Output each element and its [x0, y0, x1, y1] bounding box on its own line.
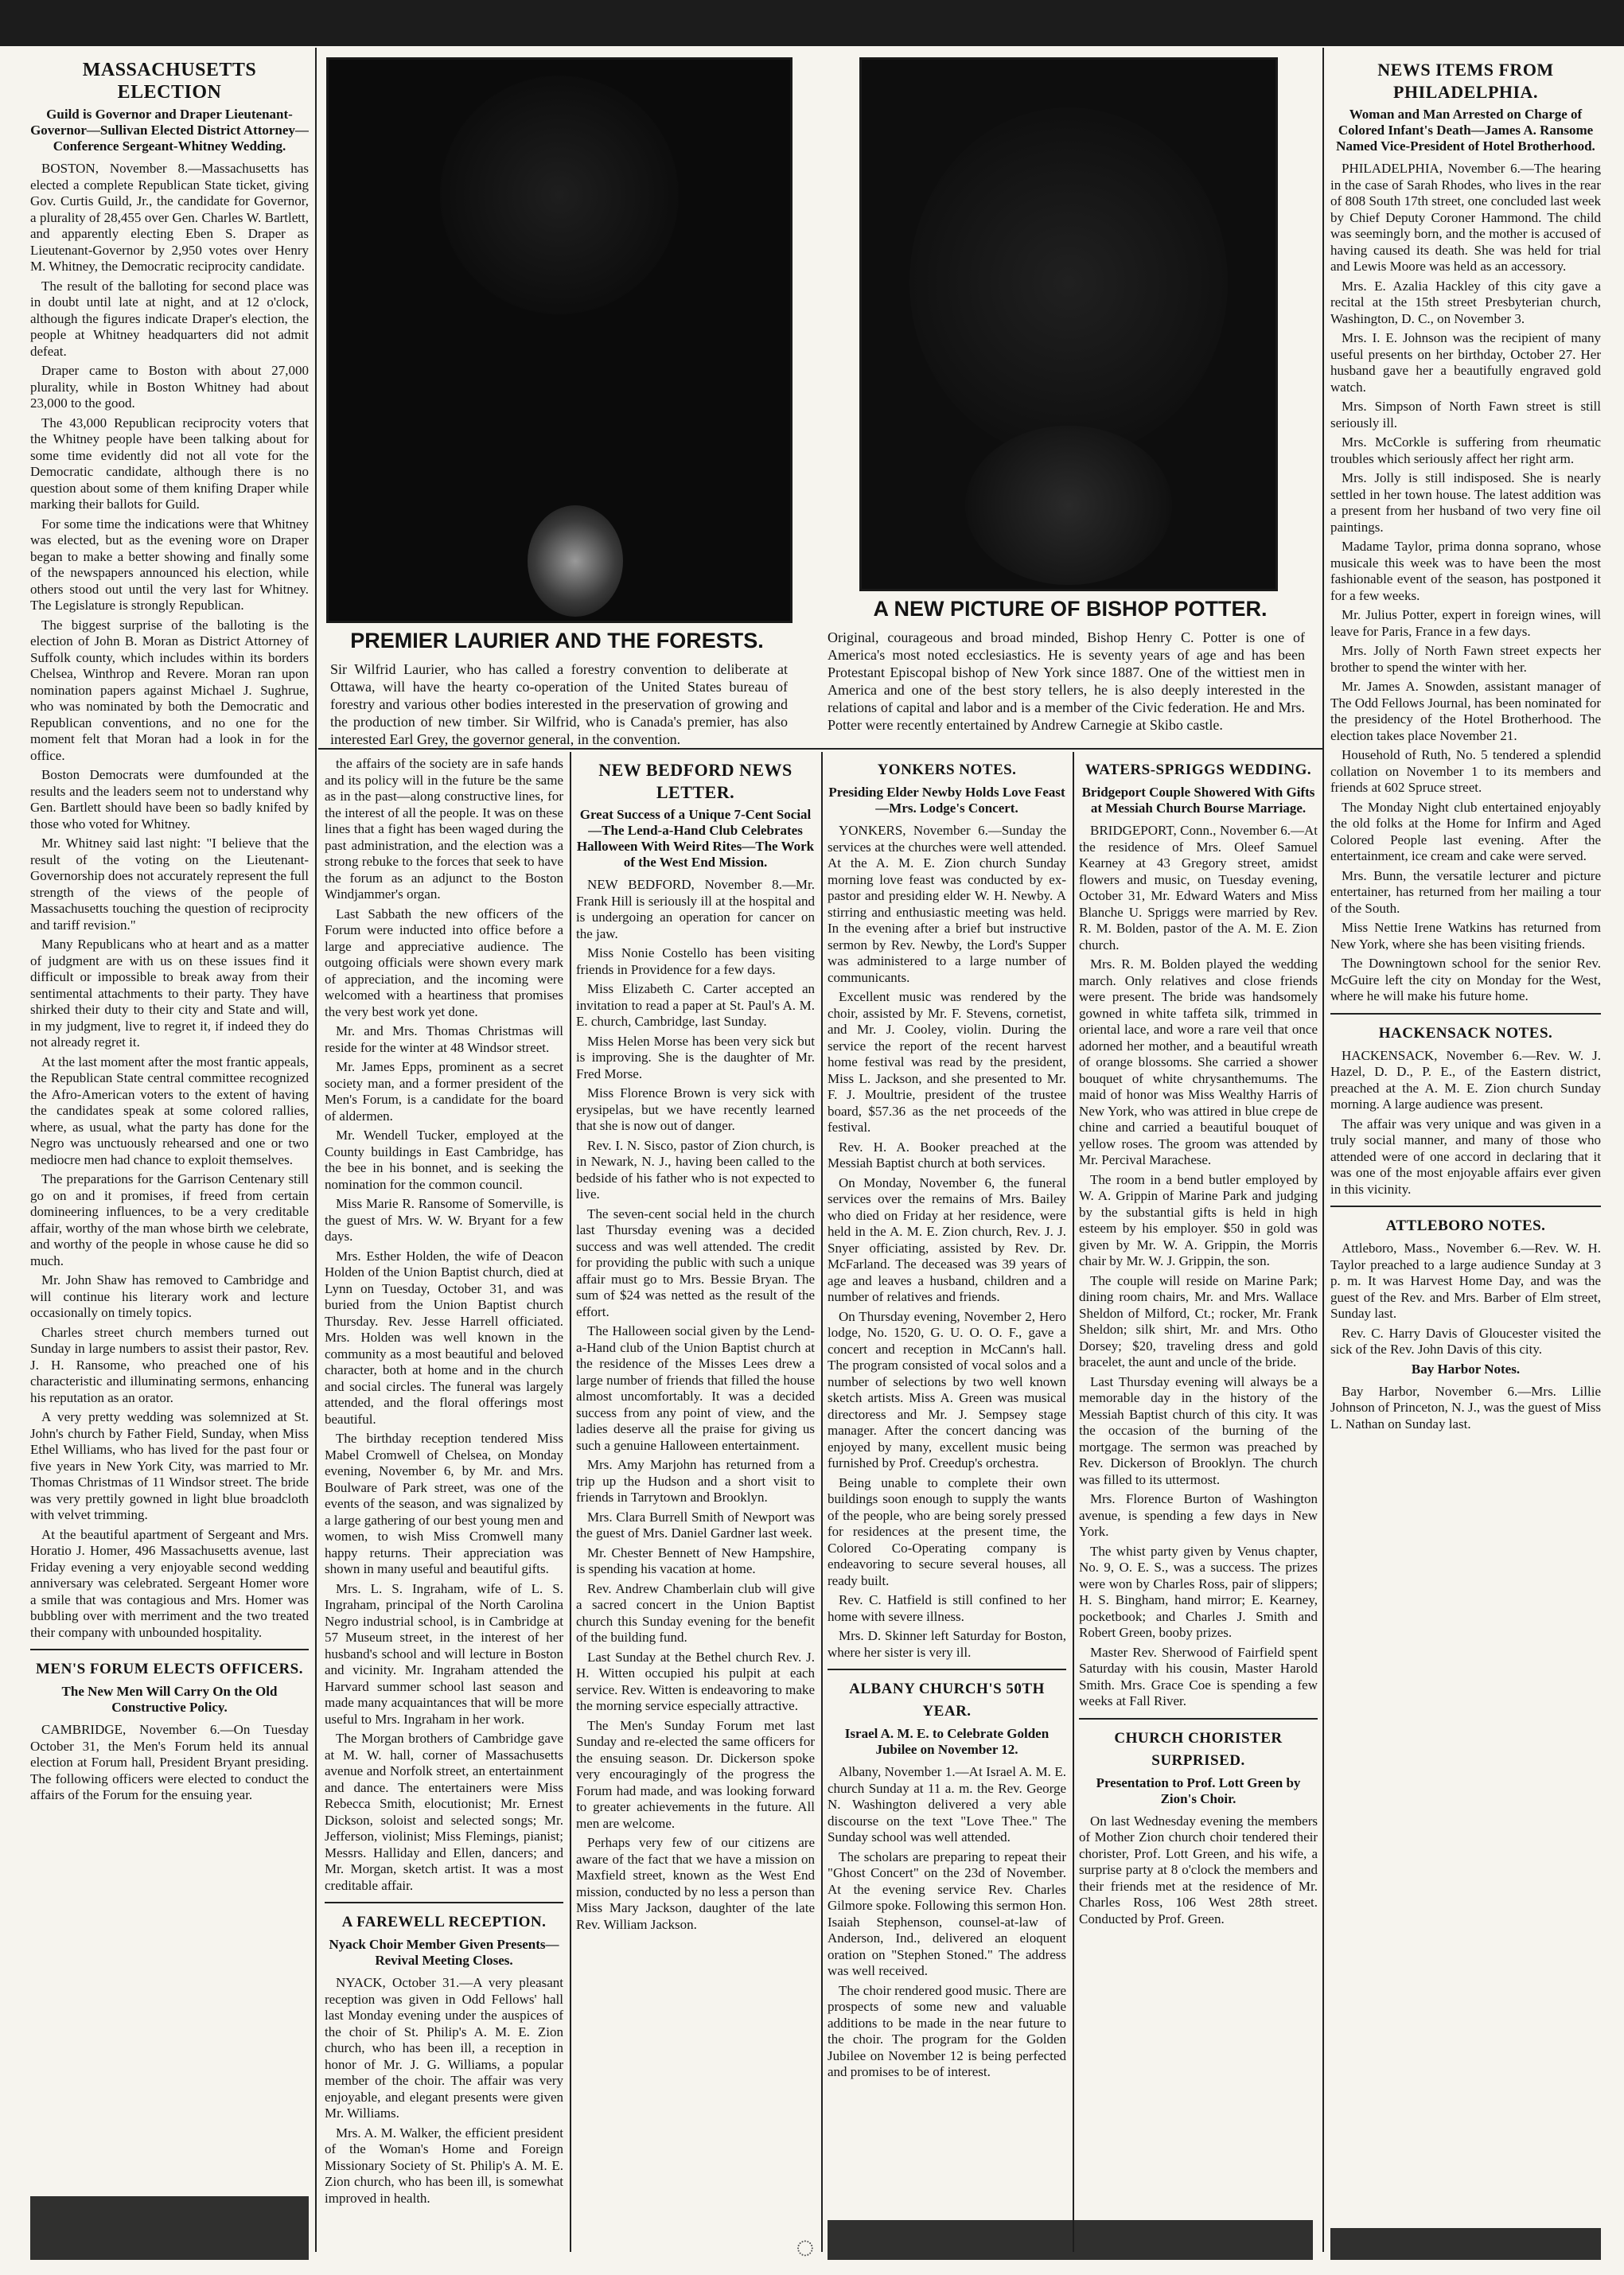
paragraph: the affairs of the society are in safe hands and its policy will in the future be the same as in the past—along constructive lines, for the interest of all the people. It was on these lines that a fight has been waged during the past administration, and the election was a strong rebuke to the forces that seek to have the forum as an adjunct to the Boston Windjammer's organ.: [325, 756, 563, 902]
paragraph: Mrs. Clara Burrell Smith of Newport was the guest of Mrs. Daniel Gardner last week.: [576, 1509, 815, 1541]
paragraph: The choir rendered good music. There are prospects of some new and valuable additions to be made in the near future to the choir. The program for the Golden Jubilee on November 12 is being perfected and promises to be of interest.: [828, 1982, 1066, 2079]
article-body: [828, 823, 1066, 1661]
paragraph: Many Republicans who at heart and as a matter of judgment are with us on these issues find it difficult or impossible to break away from their sentimental attachments to their party. They have shirked their duty to their city and State and will, in my judgment, live to regret it, if indeed they do not already regret it.: [30, 937, 309, 1050]
column-rule: [1073, 752, 1074, 2252]
paragraph: BOSTON, November 8.—Massachusetts has elected a complete Republican State ticket, giving Gov. Curtis Guild, Jr., the candidate for Governor, a plurality of 28,455 over Gen. Charles W. Bartlett, and apparently electing Eben S. Draper as Lieutenant-Governor by 2,950 votes over Henry M. Whitney, the Democratic reciprocity candidate.: [30, 161, 309, 274]
paragraph: The couple will reside on Marine Park; dining room chairs, Mr. and Mrs. Wallace Sheldon of Milford, Ct.; rocker, Mr. Frank Sheldon; silk shirt, Mr. and Mrs. Otho Dorsey; $20, traveling dress and gold bracelet, the aunt and uncle of the bride.: [1079, 1272, 1318, 1369]
paragraph: Mrs. I. E. Johnson was the recipient of many useful presents on her birthday, October 27. Her husband gave her a beautifully engraved gold watch.: [1330, 330, 1601, 395]
column-massachusetts: [30, 56, 309, 2252]
paragraph: Mrs. R. M. Bolden played the wedding march. Only relatives and close friends were present. The bride was handsomely gowned in white taffeta silk, trimmed in oriental lace, and wore a rare veil that once adorned her mother, and a beautiful wreath of orange blossoms. She carried a shower bouquet of white chrysanthemums. The maid of honor was Miss Wealthy Harris of New York, who was attired in blue crepe de chine and carried a beautiful bouquet of yellow roses. The groom was attended by Mr. Percival Marachese.: [1079, 956, 1318, 1167]
divider: [1330, 1013, 1601, 1015]
paragraph: The Halloween social given by the Lend-a-Hand club of the Union Baptist church at the residence of the Misses Lees drew a large number of friends that filled the house almost uncomfortably. It was a decided success from any point of view, and the ladies deserve all the praise for giving us such a genuine Halloween entertainment.: [576, 1323, 815, 1453]
scan-shadow: [828, 2220, 1313, 2260]
paragraph: The Men's Sunday Forum met last Sunday and re-elected the same officers for the ensuing season. Dr. Dickerson spoke very encouragingly of the progress the Forum had made, and was looking forward to greater achievements in the future. All men are welcome.: [576, 1717, 815, 1831]
divider: [325, 1902, 563, 1903]
article-body-4: [1330, 1384, 1601, 1433]
paragraph: Household of Ruth, No. 5 tendered a splendid collation on November 1 to its members and friends at 602 Spruce street.: [1330, 747, 1601, 795]
paragraph: Mr. Wendell Tucker, employed at the County buildings in East Cambridge, has the bee in his bonnet, and is seeking the nomination for the common council.: [325, 1128, 563, 1192]
paragraph: Rev. C. Harry Davis of Gloucester visited the sick of the Rev. John Davis of this city.: [1330, 1325, 1601, 1357]
subheadline-2: ATTLEBORO NOTES.: [1385, 1217, 1546, 1234]
paragraph: Mrs. Florence Burton of Washington avenue, is spending a few days in New York.: [1079, 1491, 1318, 1539]
paragraph: A very pretty wedding was solemnized at St. John's church by Father Field, Sunday, when Miss Ethel Williams, who has lived for the past four or five years in New York City, was married to Mr. Thomas Christmas of 11 Windsor street. The bride was very prettily gowned in light blue broadcloth with velvet trimming.: [30, 1409, 309, 1522]
headline: MASSACHUSETTS ELECTION: [82, 60, 257, 103]
subhead: Bridgeport Couple Showered With Gifts at Messiah Church Bourse Marriage.: [1081, 785, 1315, 816]
column-new-bedford: [576, 756, 815, 2252]
paragraph: The Morgan brothers of Cambridge gave at M. W. hall, corner of Massachusetts avenue and Norfolk street, an entertainment and dance. The entertainers were Miss Rebecca Smith, elocutionist; Mr. Ernest Dickson, soloist and selected songs; Mr. Jefferson, violinist; Miss Flemings, pianist; Messrs. Halliday and Ellen, dancers; and Mr. Morgan, sketch artist. It was a most creditable affair.: [325, 1731, 563, 1893]
paragraph: Mr. James Epps, prominent as a secret society man, and a former president of the Men's Forum, is a candidate for the board of aldermen.: [325, 1059, 563, 1124]
article-body: [325, 756, 563, 1894]
paragraph: Excellent music was rendered by the choir, assisted by Mr. F. Stevens, cornetist, and Mr. J. Cooley, violin. During the service the report of the recent harvest home festival was read by the president, Miss L. Jackson, and she presented to Mr. F. J. Moultrie, president of the trustee board, $57.36 as the net proceeds of the festival.: [828, 989, 1066, 1135]
paragraph: On Thursday evening, November 2, Hero lodge, No. 1520, G. U. O. O. F., gave a concert and reception in McCann's hall. The program consisted of vocal solos and a number of selections by two well known sketch artists. Miss A. Green was musical directoress and Mr. J. Sempsey stage manager. After the concert dancing was enjoyed by many, excellent music being furnished by Prof. Creedup's orchestra.: [828, 1308, 1066, 1471]
paragraph: Rev. I. N. Sisco, pastor of Zion church, is in Newark, N. J., having been called to the bedside of his father who is not expected to live.: [576, 1137, 815, 1202]
article-body-3: [1330, 1241, 1601, 1358]
paragraph: The room in a bend butler employed by W. A. Grippin of Marine Park and judging by the substantial gifts is held in high esteem by his employer. $50 in gold was given by Mr. W. A. Grippin, the Morris chair by Mr. W. J. Grippin, the son.: [1079, 1171, 1318, 1268]
paragraph: At the beautiful apartment of Sergeant and Mrs. Horatio J. Homer, 496 Massachusetts avenue, last Friday evening a very enjoyable second wedding anniversary was celebrated. Sergeant Homer wore a smile that was contagious and Mrs. Homer was bubbling over with merriment and the two treated their company with unbounded hospitality.: [30, 1526, 309, 1640]
paragraph: Boston Democrats were dumfounded at the results and the leaders seem not to understand why Gen. Bartlett should have been so badly knifed by those who voted for Whitney.: [30, 767, 309, 832]
divider: [318, 748, 1322, 750]
article-body: [1330, 161, 1601, 1005]
photo-laurier: [326, 57, 793, 623]
subhead: Guild is Governor and Draper Lieutenant-Governor—Sullivan Elected District Attorney—Conference Sergeant-Whitney Wedding.: [30, 107, 309, 154]
paragraph: Mrs. Bunn, the versatile lecturer and picture entertainer, has returned from her mailing a tour of the South.: [1330, 867, 1601, 916]
paragraph: Perhaps very few of our citizens are aware of the fact that we have a mission on Maxfield street, known as the West End mission, conducted by no less a person than Miss Mary Jackson, daughter of the late Rev. William Jackson.: [576, 1835, 815, 1932]
closing-paragraph: CAMBRIDGE, November 6.—On Tuesday October 31, the Men's Forum held its annual election at Forum hall, President Bryant presiding. The following officers were elected to conduct the affairs of the Forum for the ensuing year.: [30, 1722, 309, 1802]
paragraph: The birthday reception tendered Miss Mabel Cromwell of Chelsea, on Monday evening, November 6, by Mr. and Mrs. Boulware of Park street, was one of the events of the season, and was signalized by a large gathering of our best young men and women, to wish Miss Cromwell many happy returns. Their appreciation was shown in many useful and beautiful gifts.: [325, 1431, 563, 1576]
divider: [1330, 1206, 1601, 1207]
divider: [1079, 1718, 1318, 1720]
paragraph: At the last moment after the most frantic appeals, the Republican State central committee recognized the Afro-American voters to the extent of having the candidates speak at some colored rallies, where, as usual, what the party has done for the Negro was unctuously rehearsed and one or two mediocre men had chance to exploit themselves.: [30, 1054, 309, 1167]
headline: NEW BEDFORD NEWS LETTER.: [598, 760, 793, 802]
paragraph: The whist party given by Venus chapter, No. 9, O. E. S., was a success. The prizes were won by Charles Ross, pair of slippers; H. S. Bingham, hand mirror; E. Kearney, pocketbook; and Charles J. Smith and Robert Green, booby prizes.: [1079, 1543, 1318, 1640]
paragraph: The scholars are preparing to repeat their "Ghost Concert" on the 23d of November. At the evening service Rev. Charles Gilmore spoke. Following this sermon Hon. Isaiah Stephenson, counsel-at-law of Anderson, Ind., delivered an eloquent oration on "Stephen Stoned." The address was well received.: [828, 1848, 1066, 1978]
subhead: Woman and Man Arrested on Charge of Colored Infant's Death—James A. Ransome Named Vice-President of Hotel Brotherhood.: [1336, 107, 1595, 154]
subheadline-deck: The New Men Will Carry On the Old Constructive Policy.: [61, 1684, 278, 1715]
paragraph: On Monday, November 6, the funeral services over the remains of Mrs. Bailey who died on Friday at her residence, were held in the A. M. E. Zion church, Rev. J. J. Snyer officiating, assisted by Rev. Dr. McFarland. The deceased was 39 years of age and leaves a husband, children and a number of relatives and friends.: [828, 1175, 1066, 1304]
paragraph: Attleboro, Mass., November 6.—Rev. W. H. Taylor preached to a large audience Sunday at 3 p. m. It was Harvest Home Day, and was the guest of the Rev. and Mrs. Barber of Elm street, Sunday last.: [1330, 1241, 1601, 1321]
paragraph: On last Wednesday evening the members of Mother Zion church choir tendered their chorister, Prof. Lott Green, and his wife, a surprise party at 8 o'clock the members and their friends met at the residence of Mr. Charles Ross, 106 West 28th street. Conducted by Prof. Green.: [1079, 1813, 1318, 1926]
masthead-band: [0, 0, 1624, 46]
photo-highlight: [909, 107, 1228, 458]
divider: [30, 1649, 309, 1650]
paragraph: Miss Nettie Irene Watkins has returned from New York, where she has been visiting friends.: [1330, 920, 1601, 952]
paragraph: Master Rev. Sherwood of Fairfield spent Saturday with his cousin, Master Harold Smith. Mrs. Grace Coe is spending a few weeks at Fall River.: [1079, 1644, 1318, 1708]
column-yonkers: [828, 756, 1066, 2252]
article-body-2: [1079, 1813, 1318, 1928]
paragraph: Mrs. Simpson of North Fawn street is still seriously ill.: [1330, 399, 1601, 430]
paragraph: Mrs. Esther Holden, the wife of Deacon Holden of the Union Baptist church, died at Lynn on Tuesday, October 31, and was buried from the Union Baptist church Thursday. Rev. Jesse Harrell officiated. Mrs. Holden was well known in the community as a most beautiful and beloved character, both at home and in the church and social circles. The funeral was largely attended, and the floral offerings most beautiful.: [325, 1248, 563, 1427]
paragraph: The affair was very unique and was given in a truly social manner, and many of those who attended were of one accord in declaring that it was one of the most enjoyable affairs ever given in this vicinity.: [1330, 1116, 1601, 1197]
photo-highlight: [965, 426, 1172, 585]
paragraph: The result of the balloting for second place was in doubt until late at night, and at 12 o'clock, although the figures indicate Draper's election, the people at Whitney headquarters did not admit defeat.: [30, 278, 309, 359]
paragraph: The seven-cent social held in the church last Thursday evening was a decided success and was well attended. The credit for providing the public with such a unique affair must go to Mrs. Bessie Bryan. The sum of $24 was netted as the result of the effort.: [576, 1206, 815, 1319]
paragraph: HACKENSACK, November 6.—Rev. W. J. Hazel, D. D., P. E., of the Eastern district, preached at the A. M. E. Zion church Sunday morning. A large audience was present.: [1330, 1047, 1601, 1112]
paragraph: PHILADELPHIA, November 6.—The hearing in the case of Sarah Rhodes, who lives in the rear of 808 South 17th street, one concluded last week by Chief Deputy Coroner Hammond. The child was seemingly born, and the mother is accused of having caused its death. She was held for trial and Lewis Moore was held as an accessory.: [1330, 161, 1601, 274]
headline: YONKERS NOTES.: [877, 762, 1017, 778]
paragraph: Being unable to complete their own buildings soon enough to supply the wants of the people, who are being sorely pressed for residences at the present time, the Colored Co-Operating company is endeavoring to secure several houses, all ready built.: [828, 1474, 1066, 1588]
paragraph: Last Sunday at the Bethel church Rev. J. H. Witten occupied his pulpit at each service. Rev. Witten is endeavoring to make the morning service especially attractive.: [576, 1649, 815, 1713]
paragraph: Mr. Whitney said last night: "I believe that the result of the voting on the Lieutenant-Governorship does not accurately represent the full strength of the views of the people of Massachusetts touching the question of reciprocity and tariff revision.": [30, 836, 309, 933]
paragraph: The biggest surprise of the balloting is the election of John B. Moran as District Attorney of Suffolk county, which includes within its borders Chelsea, Winthrop and Revere. Moran ran upon nomination papers against Michael J. Sughrue, who was nominated by both the Democratic and Republican conventions, and no one for the moment felt that Moran had a look in for the office.: [30, 617, 309, 763]
headline: WATERS-SPRIGGS WEDDING.: [1085, 762, 1312, 778]
paragraph: Miss Nonie Costello has been visiting friends in Providence for a few days.: [576, 945, 815, 977]
paragraph: Mrs. D. Skinner left Saturday for Boston, where her sister is very ill.: [828, 1628, 1066, 1660]
paragraph: Rev. H. A. Booker preached at the Messiah Baptist church at both services.: [828, 1139, 1066, 1171]
paragraph: For some time the indications were that Whitney was elected, but as the evening wore on Draper began to make a better showing and finally some of the newspapers announced his election, while others stood out until the very last for Whitney. The Legislature is strongly Republican.: [30, 516, 309, 613]
photo-highlight: [440, 76, 679, 314]
photo-caption-title: A NEW PICTURE OF BISHOP POTTER.: [873, 597, 1268, 621]
paragraph: BRIDGEPORT, Conn., November 6.—At the residence of Mrs. Oleef Samuel Kearney at 43 Gregory street, amidst flowers and music, on Tuesday evening, October 31, Mr. Edward Waters and Miss Blanche U. Spriggs were married by Rev. R. M. Bolden, pastor of the A. M. E. Zion church.: [1079, 823, 1318, 952]
paragraph: Bay Harbor, November 6.—Mrs. Lillie Johnson of Princeton, N. J., was the guest of Miss L. Nathan on Sunday last.: [1330, 1383, 1601, 1432]
paragraph: Mrs. E. Azalia Hackley of this city gave a recital at the 15th street Presbyterian church, Washington, D. C., on November 3.: [1330, 278, 1601, 326]
paragraph: Mr. and Mrs. Thomas Christmas will reside for the winter at 48 Windsor street.: [325, 1023, 563, 1055]
photo-bishop-potter: [859, 57, 1278, 591]
subheadline: MEN'S FORUM ELECTS OFFICERS.: [36, 1661, 303, 1677]
paragraph: The Monday Night club entertained enjoyably the old folks at the Home for Infirm and Aged Colored People last evening. After the entertainment, ice cream and cake were served.: [1330, 799, 1601, 863]
paragraph: Mr. James A. Snowden, assistant manager of The Odd Fellows Journal, has been nominated for the presidency of the Hotel Brotherhood. The election takes place November 21.: [1330, 679, 1601, 743]
paragraph: Mrs. Amy Marjohn has returned from a trip up the Hudson and a short visit to friends in Tarrytown and Brooklyn.: [576, 1457, 815, 1505]
paragraph: Mrs. A. M. Walker, the efficient president of the Woman's Home and Foreign Missionary Society of St. Philip's A. M. E. Zion church, who has been ill, is somewhat improved in health.: [325, 2125, 563, 2206]
article-body-2: [325, 1975, 563, 2207]
subheadline: ALBANY CHURCH'S 50TH YEAR.: [849, 1681, 1045, 1720]
paragraph: Rev. Andrew Chamberlain club will give a sacred concert in the Union Baptist church this Sunday evening for the benefit of the building fund.: [576, 1580, 815, 1645]
column-philadelphia: [1330, 56, 1601, 2252]
paragraph: Miss Helen Morse has been very sick but is improving. She is the daughter of Mr. Fred Morse.: [576, 1033, 815, 1081]
subheadline: HACKENSACK NOTES.: [1378, 1024, 1553, 1042]
page-mark-icon: ◌: [796, 2229, 815, 2265]
photo-caption-text: Sir Wilfrid Laurier, who has called a forestry convention to deliberate at Ottawa, will have the hearty co-operation of the United States bureau of forestry and various other bodies interested in the preservation of growing and the production of new timber. Sir Wilfrid, who is Canada's premier, has also interested Earl Grey, the governor general, in the convention.: [330, 661, 788, 747]
paragraph: Miss Elizabeth C. Carter accepted an invitation to read a paper at St. Paul's A. M. E. church, Cambridge, last Sunday.: [576, 981, 815, 1029]
article-body-2: [828, 1764, 1066, 2081]
paragraph: Mr. Chester Bennett of New Hampshire, is spending his vacation at home.: [576, 1545, 815, 1576]
article-body: [30, 161, 309, 1641]
subheadline-deck: Presentation to Prof. Lott Green by Zion's Choir.: [1096, 1774, 1301, 1806]
subhead: Presiding Elder Newby Holds Love Feast—Mrs. Lodge's Concert.: [828, 785, 1065, 816]
photo-caption-title: PREMIER LAURIER AND THE FORESTS.: [350, 629, 764, 653]
paragraph: Charles street church members turned out Sunday in large numbers to assist their pastor, Rev. J. H. Ransome, who preached one of his characteristic and illuminating sermons, enhancing his reputation as an orator.: [30, 1324, 309, 1405]
paragraph: Last Sabbath the new officers of the Forum were inducted into office before a large and appreciative audience. The outgoing officials were shown every mark of appreciation, and the incoming were welcomed with a heartiness that promises the very best work yet done.: [325, 906, 563, 1019]
scan-shadow: [30, 2196, 309, 2260]
paragraph: Draper came to Boston with about 27,000 plurality, while in Boston Whitney had about 23,000 to the good.: [30, 363, 309, 411]
column-rule: [315, 48, 317, 2252]
paragraph: Madame Taylor, prima donna soprano, whose musicale this week was to have been the most fashionable event of the season, has postponed it for a few weeks.: [1330, 539, 1601, 603]
subheadline: CHURCH CHORISTER SURPRISED.: [1114, 1729, 1283, 1769]
paragraph: Mr. Julius Potter, expert in foreign wines, will leave for Paris, France in a few days.: [1330, 607, 1601, 639]
paragraph: The Downingtown school for the senior Rev. McGuire left the city on Monday for the West, where he will make his future home.: [1330, 956, 1601, 1003]
paragraph: YONKERS, November 6.—Sunday the services at the churches were well attended. At the A. M. E. Zion church Sunday morning love feast was conducted by ex-pastor and presiding elder W. H. Newby. A stirring and enthusiastic meeting was held. In the evening after a brief but instructive sermon by Rev. Newby, the Lord's Supper was administered to a large number of communicants.: [828, 823, 1066, 985]
column-rule: [570, 752, 571, 2252]
paragraph: Mr. John Shaw has removed to Cambridge and will continue his literary work and lecture occasionally on timely topics.: [30, 1272, 309, 1320]
paragraph: Miss Marie R. Ransome of Somerville, is the guest of Mrs. W. W. Bryant for a few days.: [325, 1196, 563, 1244]
column-waters-spriggs: [1079, 756, 1318, 2252]
paragraph: Albany, November 1.—At Israel A. M. E. church Sunday at 11 a. m. the Rev. George N. Washington delivered a very able discourse on the text "Love Thee." The Sunday school was well attended.: [828, 1764, 1066, 1845]
subheadline-deck: Israel A. M. E. to Celebrate Golden Jubilee on November 12.: [844, 1726, 1050, 1757]
photo-caption-text: Original, courageous and broad minded, Bishop Henry C. Potter is one of America's most noted ecclesiastics. He is seventy years of age and has been Protestant Episcopal bishop of New York since 1887. One of the wittiest men in America and one of the best story tellers, he is also deeply interested in the relations of capital and labor and is a member of the Civic federation. He and Mrs. Potter were recently entertained by Andrew Carnegie at Skibo castle.: [828, 629, 1305, 733]
paragraph: Mrs. Jolly of North Fawn street expects her brother to spend the winter with her.: [1330, 643, 1601, 675]
photo-highlight: [528, 505, 623, 617]
subheadline: A FAREWELL RECEPTION.: [341, 1914, 547, 1930]
paragraph: NYACK, October 31.—A very pleasant reception was given in Odd Fellows' hall last Monday evening under the auspices of the choir of St. Philip's A. M. E. Zion church, who has been ill, a reception in honor of Mr. J. G. Williams, a popular member of the choir. The affair was very enjoyable, and elegant presents were given Mr. Williams.: [325, 1975, 563, 2121]
paragraph: The 43,000 Republican reciprocity voters that the Whitney people have been talking about for some time evidently did not all vote for the Democratic candidate, although there is no question about some of them knifing Draper while marking their ballots for Guild.: [30, 415, 309, 512]
paragraph: Miss Florence Brown is very sick with erysipelas, but we have recently learned that she is now out of danger.: [576, 1085, 815, 1133]
paragraph: The preparations for the Garrison Centenary still go on and it promises, if freed from certain domineering influences, to be a very creditable affair, worthy of the man whose birth we celebrate, and worthy of the people in whose cause he did so much.: [30, 1171, 309, 1268]
paragraph: Last Thursday evening will always be a memorable day in the history of the Messiah Baptist church of this city. It was the occasion of the burning of the mortgage. The sermon was preached by Rev. Dickerson of Brooklyn. The church was filled to its uttermost.: [1079, 1373, 1318, 1487]
paragraph: Mrs. Jolly is still indisposed. She is nearly settled in her town house. The latest addition was a present from her husband of two very fine oil paintings.: [1330, 470, 1601, 535]
column-rule: [1322, 48, 1324, 2252]
article-body-2: [1330, 1048, 1601, 1198]
headline: NEWS ITEMS FROM PHILADELPHIA.: [1377, 60, 1554, 102]
divider: [828, 1669, 1066, 1670]
subhead: Great Success of a Unique 7-Cent Social—The Lend-a-Hand Club Celebrates Halloween With Weird Rites—The Work of the West End Mission.: [576, 807, 815, 870]
scan-shadow: [1330, 2228, 1601, 2260]
paragraph: Mrs. McCorkle is suffering from rheumatic troubles which seriously affect her right arm.: [1330, 434, 1601, 466]
column-rule: [821, 752, 823, 2252]
article-body: [1079, 823, 1318, 1710]
article-body: [576, 877, 815, 1933]
subheadline-deck: Nyack Choir Member Given Presents—Revival Meeting Closes.: [329, 1937, 559, 1968]
column-cambridge-continued: [325, 756, 563, 2252]
paragraph: Mrs. L. S. Ingraham, wife of L. S. Ingraham, principal of the North Carolina Negro industrial school, is in Cambridge at 57 Museum street, in the interest of her husband's school and will lecture in Boston and vicinity. Mr. Ingraham attended the Harvard summer school last season and made many acquaintances that will be more useful to Mrs. Ingraham in her work.: [325, 1580, 563, 1727]
subheadline-3: Bay Harbor Notes.: [1411, 1361, 1521, 1377]
paragraph: Rev. C. Hatfield is still confined to her home with severe illness.: [828, 1592, 1066, 1624]
paragraph: NEW BEDFORD, November 8.—Mr. Frank Hill is seriously ill at the hospital and is undergoing an operation for cancer on the jaw.: [576, 877, 815, 941]
